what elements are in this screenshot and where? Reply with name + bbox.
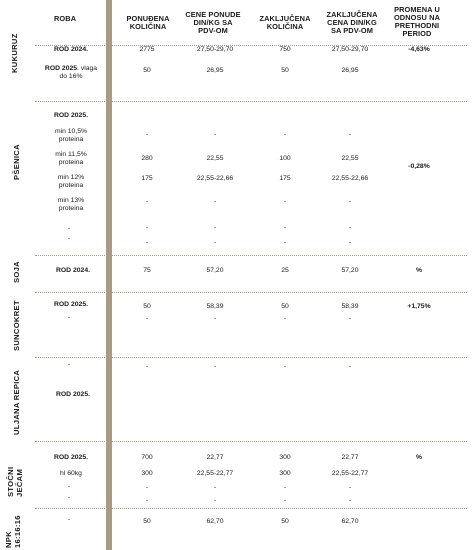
row-label: -: [67, 361, 71, 368]
change-value: %: [415, 454, 423, 461]
row-label: ROD 2025. vlaga do 16%: [44, 65, 98, 80]
separator: [35, 508, 467, 509]
cell-value: 2775: [139, 46, 155, 53]
vertical-divider: [106, 0, 112, 550]
separator: [35, 357, 467, 358]
cell-value: -: [348, 239, 352, 246]
section-kukuruz: KUKURUZ: [10, 33, 19, 73]
cell-value: -: [348, 224, 352, 231]
cell-value: -: [213, 363, 217, 370]
cell-value: -: [213, 484, 217, 491]
cell-value: 175: [279, 175, 291, 182]
cell-value: 58,39: [206, 303, 224, 310]
cell-value: -: [213, 198, 217, 205]
cell-value: 22,55: [341, 155, 359, 162]
section-npk: NPK 16:16:16: [4, 515, 22, 548]
cell-value: -: [283, 363, 287, 370]
cell-value: -: [283, 315, 287, 322]
cell-value: -: [283, 484, 287, 491]
separator: [35, 101, 467, 102]
header-ponudjena-kolicina: PONUĐENA KOLIČINA: [126, 14, 170, 31]
row-label: -: [67, 235, 71, 242]
cell-value: 50: [281, 518, 289, 525]
cell-value: -: [348, 198, 352, 205]
cell-value: 300: [279, 470, 291, 477]
row-label: ROD 2025.: [53, 454, 88, 461]
cell-value: 22,55-22,77: [196, 470, 234, 477]
cell-value: 300: [279, 454, 291, 461]
cell-value: 26,95: [206, 67, 224, 74]
row-label: ROD 2025.: [55, 391, 90, 398]
row-label: ROD 2025.: [53, 301, 88, 308]
cell-value: -: [348, 363, 352, 370]
header-promena: PROMENA U ODNOSU NA PRETHODNI PERIOD: [393, 5, 441, 38]
cell-value: 27,50-29,70: [196, 46, 234, 53]
cell-value: 50: [143, 518, 151, 525]
cell-value: 57,20: [206, 267, 224, 274]
header-zakljucena-cena: ZAKLJUČENA CENA DIN/KG SA PDV-OM: [326, 10, 378, 35]
cell-value: -: [283, 224, 287, 231]
cell-value: -: [213, 497, 217, 504]
cell-value: -: [145, 239, 149, 246]
separator: [35, 441, 467, 442]
cell-value: 750: [279, 46, 291, 53]
change-value: -0,28%: [408, 163, 430, 170]
header-zakljucena-kolicina: ZAKLJUČENA KOLIČINA: [259, 14, 311, 31]
cell-value: -: [348, 484, 352, 491]
row-label: ROD 2024.: [53, 46, 88, 53]
row-label: -: [67, 483, 71, 490]
cell-value: -: [213, 131, 217, 138]
row-label: ROD 2025.: [53, 112, 88, 119]
cell-value: 22,77: [206, 454, 224, 461]
row-label: min 13% proteina: [57, 197, 85, 212]
row-label: min 10,5% proteina: [54, 128, 88, 143]
cell-value: -: [213, 315, 217, 322]
cell-value: 22,55-22,77: [331, 470, 369, 477]
cell-value: 100: [279, 155, 291, 162]
cell-value: -: [213, 239, 217, 246]
cell-value: 50: [281, 303, 289, 310]
cell-value: -: [145, 224, 149, 231]
header-cene-ponude: CENE PONUDE DIN/KG SA PDV-OM: [185, 10, 241, 35]
section-uljana-repica: ULJANA REPICA: [12, 369, 21, 435]
cell-value: 62,70: [206, 518, 224, 525]
separator: [35, 255, 467, 256]
row-label: hl 60kg: [60, 470, 82, 477]
row-label: min 11,5% proteina: [55, 151, 87, 166]
row-label: ROD 2024.: [55, 267, 90, 274]
cell-value: -: [145, 497, 149, 504]
cell-value: 62,70: [341, 518, 359, 525]
cell-value: -: [145, 198, 149, 205]
cell-value: 27,50-29,70: [331, 46, 369, 53]
cell-value: -: [283, 239, 287, 246]
section-soja: SOJA: [12, 261, 21, 283]
cell-value: 300: [141, 470, 153, 477]
cell-value: 280: [141, 155, 153, 162]
row-label: -: [67, 516, 71, 523]
cell-value: 22,55-22,66: [331, 175, 369, 182]
cell-value: 58,39: [341, 303, 359, 310]
row-label: min 12% proteina: [57, 174, 85, 189]
cell-value: 50: [143, 303, 151, 310]
header-roba: ROBA: [54, 14, 77, 23]
cell-value: -: [348, 131, 352, 138]
change-value: +1,75%: [407, 303, 431, 310]
cell-value: -: [145, 363, 149, 370]
cell-value: 75: [143, 267, 151, 274]
cell-value: -: [348, 315, 352, 322]
cell-value: -: [283, 497, 287, 504]
separator: [35, 292, 467, 293]
cell-value: -: [283, 198, 287, 205]
cell-value: 175: [141, 175, 153, 182]
section-stocni-jecam: STOČNI JEČAM: [6, 466, 24, 497]
cell-value: 700: [141, 454, 153, 461]
section-psenica: PŠENICA: [12, 144, 21, 180]
section-suncokret: SUNCOKRET: [12, 300, 21, 351]
cell-value: -: [213, 224, 217, 231]
row-label: -: [67, 314, 71, 321]
cell-value: -: [145, 315, 149, 322]
row-label: -: [67, 494, 71, 501]
cell-value: 50: [143, 67, 151, 74]
cell-value: 25: [281, 267, 289, 274]
cell-value: -: [145, 484, 149, 491]
cell-value: 22,55: [206, 155, 224, 162]
cell-value: 26,95: [341, 67, 359, 74]
cell-value: 50: [281, 67, 289, 74]
cell-value: -: [348, 497, 352, 504]
cell-value: -: [283, 131, 287, 138]
cell-value: 57,20: [341, 267, 359, 274]
cell-value: 22,77: [341, 454, 359, 461]
change-value: %: [415, 267, 423, 274]
change-value: -4,63%: [408, 46, 430, 53]
row-label: -: [67, 225, 71, 232]
cell-value: 22,55-22,66: [196, 175, 234, 182]
cell-value: -: [145, 131, 149, 138]
